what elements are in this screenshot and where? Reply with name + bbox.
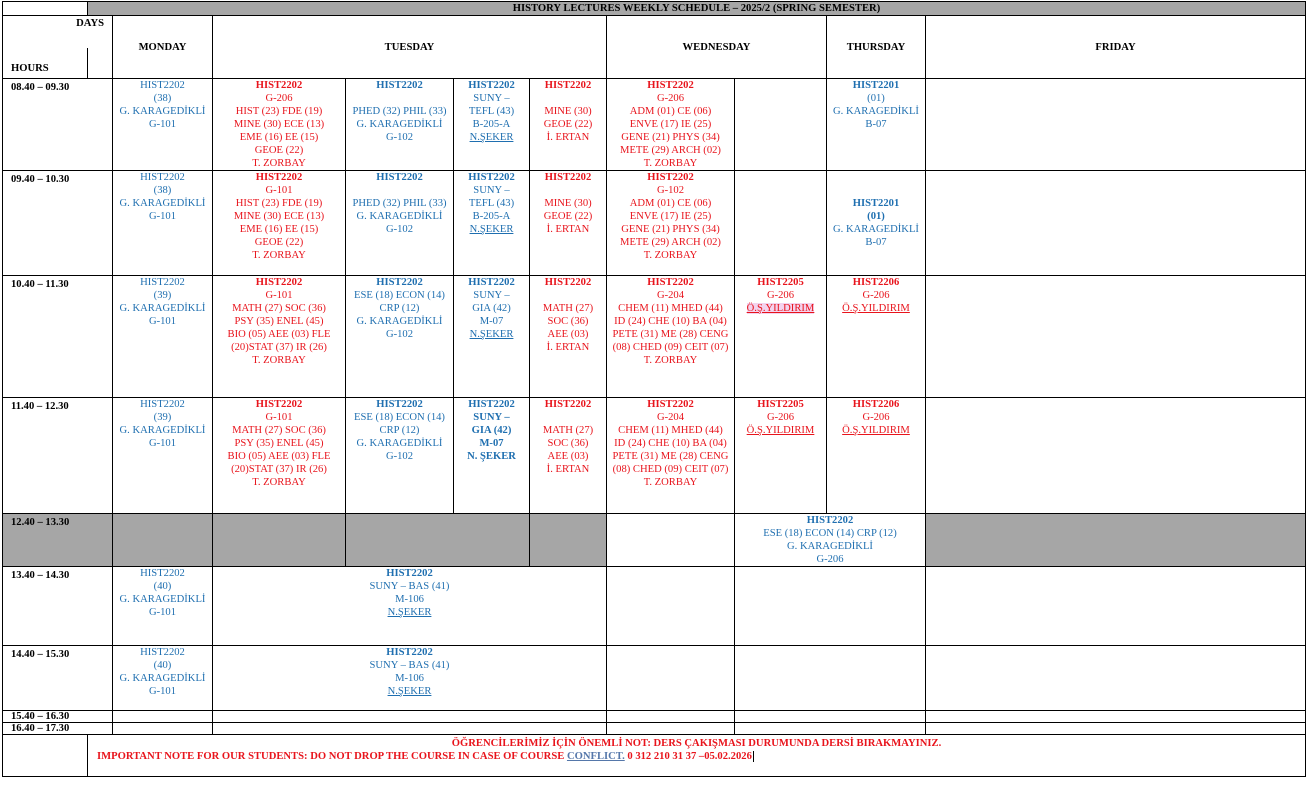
time-row-9	[3, 723, 1306, 735]
course-code: HIST2202	[376, 172, 423, 183]
section: (39)	[153, 290, 172, 301]
section: (39)	[153, 412, 172, 423]
departments: PHED (32) PHIL (33)	[352, 198, 447, 209]
course-code: HIST2201	[852, 80, 900, 91]
departments: MINE (30) ECE (13)	[233, 119, 325, 130]
departments: ID (24) CHE (10) BA (04) PETE (31) ME (28) CENG (08) CHED (09) CEIT (07)	[612, 438, 729, 475]
course-code: HIST2202	[255, 277, 303, 288]
departments: BIO (05) AEE (03) FLE (20)STAT (37) IR (26)	[227, 451, 331, 475]
program: SUNY –	[473, 93, 510, 104]
note-blank	[3, 735, 88, 777]
room: M-07	[479, 316, 504, 327]
room: G-101	[148, 119, 177, 130]
course-code: HIST2202	[386, 568, 433, 579]
room: G-206	[766, 290, 795, 301]
course-code: HIST2202	[140, 277, 185, 288]
instructor: G. KARAGEDİKLİ	[119, 425, 206, 436]
course-code: HIST2202	[806, 515, 854, 526]
instructor-link[interactable]: Ö.Ş.YILDIRIM	[746, 303, 815, 314]
departments: METE (29) ARCH (02)	[620, 237, 721, 248]
instructor: İ. ERTAN	[546, 132, 590, 143]
departments: MATH (27)	[542, 303, 594, 314]
instructor: N.ŞEKER	[387, 607, 432, 618]
slot-thu	[926, 723, 1306, 735]
slot-tue-4	[607, 646, 735, 711]
departments: MATH (27)	[542, 425, 594, 436]
section: (01)	[867, 211, 885, 222]
slot-tue-2	[346, 398, 454, 514]
schedule-table	[2, 1, 1306, 777]
time-label: 08.40 – 09.30	[3, 79, 113, 171]
course-code: HIST2202	[140, 172, 185, 183]
course-code: HIST2202	[376, 80, 423, 91]
instructor: İ. ERTAN	[546, 342, 590, 353]
slot-wed-1	[607, 398, 735, 514]
departments: MINE (30)	[544, 198, 592, 209]
room: G-102	[656, 185, 685, 196]
slot-wed	[735, 567, 926, 646]
room: G-206	[766, 412, 795, 423]
departments: GENE (21) PHYS (34)	[621, 224, 720, 235]
departments: GEOE (22)	[543, 119, 593, 130]
course-code: HIST2202	[544, 277, 592, 288]
slot-wed-1	[607, 171, 735, 276]
time-row-3	[3, 276, 1306, 398]
slot-fri	[926, 79, 1306, 171]
slot-mon	[113, 79, 213, 171]
title-blank	[3, 2, 88, 16]
instructor: G. KARAGEDİKLİ	[356, 438, 443, 449]
header-monday: MONDAY	[113, 16, 213, 79]
room: G-101	[148, 607, 177, 618]
instructor: İ. ERTAN	[546, 464, 590, 475]
instructor-link[interactable]: Ö.Ş.YILDIRIM	[842, 425, 910, 436]
departments: ADM (01) CE (06)	[629, 198, 712, 209]
room: G-101	[148, 438, 177, 449]
slot-tue-2	[346, 171, 454, 276]
time-label: 15.40 – 16.30	[3, 711, 113, 723]
slot-fri	[926, 398, 1306, 514]
slot-tue-4	[607, 711, 735, 723]
slot-tue-1	[213, 79, 346, 171]
program: SUNY –	[473, 290, 510, 301]
slot-mon	[113, 276, 213, 398]
departments: AEE (03)	[547, 329, 589, 340]
room: G-206	[862, 290, 890, 301]
instructor: N. ŞEKER	[467, 451, 516, 462]
course-code: HIST2205	[757, 399, 804, 410]
note-turkish: ÖĞRENCİLERİMİZ İÇİN ÖNEMLİ NOT: DERS ÇAKIŞMASI DURUMUNDA DERSİ BIRAKMAYINIZ.	[451, 738, 942, 749]
room: G-101	[148, 211, 177, 222]
section: (01)	[867, 93, 885, 104]
time-label: 14.40 – 15.30	[3, 646, 113, 711]
schedule-title: HISTORY LECTURES WEEKLY SCHEDULE – 2025/2 (SPRING SEMESTER)	[88, 2, 1306, 16]
course-code: HIST2202	[468, 277, 515, 288]
header-tuesday: TUESDAY	[213, 16, 607, 79]
departments: PHED (32) PHIL (33)	[352, 106, 447, 117]
note-conflict-word: CONFLICT.	[566, 751, 625, 762]
slot-tue-4	[530, 276, 607, 398]
slot-tue-1	[213, 171, 346, 276]
slot-tue-3	[530, 514, 607, 567]
room: M-106	[395, 673, 424, 684]
note-english	[88, 750, 1305, 763]
departments: PSY (35) ENEL (45)	[234, 438, 324, 449]
section: (40)	[153, 581, 172, 592]
header-thursday: THURSDAY	[827, 16, 926, 79]
instructor: N.ŞEKER	[469, 132, 514, 143]
room: G-102	[385, 132, 414, 143]
slot-mon	[113, 567, 213, 646]
slot-tue-2	[346, 514, 530, 567]
header-days-row	[3, 16, 1306, 48]
section: (38)	[153, 93, 172, 104]
section: GIA (42)	[471, 425, 512, 436]
slot-tue	[213, 646, 607, 711]
room: G-206	[656, 93, 685, 104]
section: GIA (42)	[472, 303, 511, 314]
departments: MINE (30) ECE (13)	[233, 211, 325, 222]
room: G-206	[265, 93, 293, 104]
departments: AEE (03)	[547, 451, 589, 462]
days-label: DAYS	[3, 16, 113, 48]
course-code: HIST2202	[140, 399, 185, 410]
slot-mon	[113, 711, 213, 723]
instructor: T. ZORBAY	[252, 158, 306, 169]
slot-tue-1	[213, 514, 346, 567]
departments: ADM (01) CE (06)	[629, 106, 712, 117]
instructor: N.ŞEKER	[469, 224, 514, 235]
slot-fri	[926, 171, 1306, 276]
slot-tue-3	[454, 79, 530, 171]
room: G-102	[385, 329, 414, 340]
hours-label: HOURS	[3, 48, 88, 79]
note-english-prefix: IMPORTANT NOTE FOR OUR STUDENTS: DO NOT DROP THE COURSE IN CASE OF COURSE	[97, 751, 567, 762]
instructor: G. KARAGEDİKLİ	[119, 303, 206, 314]
instructor: G. KARAGEDİKLİ	[119, 673, 206, 684]
instructor: T. ZORBAY	[643, 355, 698, 366]
corner-blank	[88, 48, 113, 79]
course-code: HIST2202	[647, 399, 694, 410]
departments: GENE (21) PHYS (34)	[621, 132, 720, 143]
departments: ENVE (17) IE (25)	[629, 211, 712, 222]
text-cursor	[753, 751, 754, 762]
room: G-101	[265, 185, 293, 196]
slot-tue-4	[607, 723, 735, 735]
departments: ESE (18) ECON (14) CRP (12)	[354, 412, 445, 436]
instructor: G. KARAGEDİKLİ	[119, 106, 206, 117]
departments: GEOE (22)	[254, 237, 304, 248]
slot-fri	[926, 276, 1306, 398]
slot-wed	[735, 646, 926, 711]
slot-tue	[213, 723, 607, 735]
departments: PSY (35) ENEL (45)	[234, 316, 324, 327]
course-code: HIST2202	[544, 172, 592, 183]
course-code: HIST2206	[852, 399, 900, 410]
course-code: HIST2206	[852, 277, 900, 288]
departments: GEOE (22)	[543, 211, 593, 222]
slot-wed	[735, 711, 926, 723]
program: SUNY –	[473, 185, 510, 196]
program: SUNY –	[473, 412, 510, 423]
room: G-206	[862, 412, 890, 423]
slot-thu	[926, 711, 1306, 723]
course-code: HIST2202	[140, 568, 185, 579]
course-code: HIST2202	[376, 399, 423, 410]
note-row	[3, 735, 1306, 777]
section: TEFL (43)	[468, 106, 515, 117]
slot-wed	[735, 723, 926, 735]
instructor: G. KARAGEDİKLİ	[356, 316, 443, 327]
slot-wed-2	[735, 171, 827, 276]
departments: ID (24) CHE (10) BA (04) PETE (31) ME (28) CENG (08) CHED (09) CEIT (07)	[612, 316, 729, 353]
slot-thu	[926, 567, 1306, 646]
room: G-206	[816, 554, 844, 565]
instructor: G. KARAGEDİKLİ	[119, 198, 206, 209]
room: G-101	[148, 686, 177, 697]
program: SUNY – BAS (41)	[369, 660, 450, 671]
slot-wed-2	[735, 79, 827, 171]
room: B-205-A	[472, 119, 511, 130]
title-row	[3, 2, 1306, 16]
slot-tue-4	[607, 514, 735, 567]
slot-tue-3	[454, 276, 530, 398]
departments: ENVE (17) IE (25)	[629, 119, 712, 130]
course-code: HIST2202	[468, 172, 515, 183]
course-code: HIST2202	[468, 399, 515, 410]
course-code: HIST2205	[757, 277, 804, 288]
slot-tue	[213, 567, 607, 646]
important-note	[88, 735, 1306, 777]
instructor: T. ZORBAY	[643, 158, 698, 169]
departments: SOC (36)	[547, 438, 589, 449]
slot-tue-4	[530, 398, 607, 514]
room: G-102	[385, 224, 414, 235]
course-code: HIST2202	[647, 172, 694, 183]
slot-mon	[113, 398, 213, 514]
course-code: HIST2202	[544, 399, 592, 410]
slot-wed-1	[607, 79, 735, 171]
instructor: T. ZORBAY	[252, 355, 306, 366]
slot-wed	[735, 514, 926, 567]
course-code: HIST2202	[468, 80, 515, 91]
time-row-5	[3, 514, 1306, 567]
room: G-204	[656, 412, 685, 423]
time-row-7	[3, 646, 1306, 711]
slot-mon	[113, 646, 213, 711]
instructor-link[interactable]: Ö.Ş.YILDIRIM	[842, 303, 910, 314]
instructor: N.ŞEKER	[387, 686, 432, 697]
departments: ESE (18) ECON (14) CRP (12)	[763, 528, 897, 539]
instructor: T. ZORBAY	[252, 250, 306, 261]
departments: MINE (30)	[544, 106, 592, 117]
time-row-4	[3, 398, 1306, 514]
room: G-101	[148, 316, 177, 327]
room: M-07	[479, 438, 504, 449]
departments: HIST (23) FDE (19)	[235, 106, 323, 117]
departments: EME (16) EE (15)	[239, 224, 319, 235]
course-code: HIST2202	[386, 647, 433, 658]
instructor: T. ZORBAY	[643, 477, 698, 488]
slot-mon	[113, 723, 213, 735]
course-code: HIST2201	[852, 198, 900, 209]
course-code: HIST2202	[255, 80, 303, 91]
slot-tue-2	[346, 276, 454, 398]
room: G-101	[265, 412, 293, 423]
room: G-101	[265, 290, 293, 301]
time-row-6	[3, 567, 1306, 646]
slot-mon	[113, 171, 213, 276]
departments: MATH (27) SOC (36)	[232, 425, 326, 436]
course-code: HIST2202	[140, 80, 185, 91]
time-row-1	[3, 79, 1306, 171]
room: B-205-A	[472, 211, 511, 222]
header-wednesday: WEDNESDAY	[607, 16, 827, 79]
slot-tue	[213, 711, 607, 723]
course-code: HIST2202	[255, 172, 303, 183]
slot-thu	[926, 514, 1306, 567]
departments: SOC (36)	[547, 316, 589, 327]
time-row-2	[3, 171, 1306, 276]
instructor: G. KARAGEDİKLİ	[119, 594, 206, 605]
course-code: HIST2202	[647, 80, 694, 91]
departments: CHEM (11) MHED (44)	[618, 425, 723, 436]
departments: EME (16) EE (15)	[239, 132, 319, 143]
departments: GEOE (22)	[254, 145, 304, 156]
instructor: G. KARAGEDİKLİ	[833, 224, 919, 235]
departments: ESE (18) ECON (14) CRP (12)	[354, 290, 445, 314]
slot-tue-4	[530, 79, 607, 171]
time-label: 09.40 – 10.30	[3, 171, 113, 276]
time-label: 12.40 – 13.30	[3, 514, 113, 567]
course-code: HIST2202	[140, 647, 185, 658]
time-label: 16.40 – 17.30	[3, 723, 113, 735]
slot-tue-1	[213, 398, 346, 514]
slot-tue-4	[607, 567, 735, 646]
room: M-106	[395, 594, 424, 605]
time-label: 11.40 – 12.30	[3, 398, 113, 514]
time-label: 13.40 – 14.30	[3, 567, 113, 646]
room: G-102	[385, 451, 414, 462]
course-code: HIST2202	[544, 80, 592, 91]
section: (40)	[153, 660, 172, 671]
slot-mon	[113, 514, 213, 567]
slot-tue-3	[454, 171, 530, 276]
slot-wed-2	[735, 398, 827, 514]
instructor-link[interactable]: Ö.Ş.YILDIRIM	[746, 425, 815, 436]
program: SUNY – BAS (41)	[369, 581, 450, 592]
room: B-07	[865, 119, 887, 130]
slot-thu	[926, 646, 1306, 711]
note-english-suffix: 0 312 210 31 37 –05.02.2026	[624, 751, 752, 762]
slot-tue-3	[454, 398, 530, 514]
slot-wed-1	[607, 276, 735, 398]
departments: CHEM (11) MHED (44)	[618, 303, 723, 314]
instructor: G. KARAGEDİKLİ	[833, 106, 919, 117]
slot-thu	[827, 79, 926, 171]
instructor: N.ŞEKER	[469, 329, 514, 340]
header-friday: FRIDAY	[926, 16, 1306, 79]
slot-tue-1	[213, 276, 346, 398]
slot-thu	[827, 276, 926, 398]
section: TEFL (43)	[468, 198, 515, 209]
slot-wed-2	[735, 276, 827, 398]
instructor: T. ZORBAY	[252, 477, 306, 488]
slot-tue-4	[530, 171, 607, 276]
room: B-07	[865, 237, 887, 248]
instructor: T. ZORBAY	[643, 250, 698, 261]
instructor: G. KARAGEDİKLİ	[356, 119, 443, 130]
slot-thu	[827, 398, 926, 514]
departments: METE (29) ARCH (02)	[620, 145, 721, 156]
course-code: HIST2202	[376, 277, 423, 288]
course-code: HIST2202	[647, 277, 694, 288]
course-code: HIST2202	[255, 399, 303, 410]
instructor: İ. ERTAN	[546, 224, 590, 235]
slot-thu	[827, 171, 926, 276]
departments: MATH (27) SOC (36)	[232, 303, 326, 314]
time-label: 10.40 – 11.30	[3, 276, 113, 398]
instructor: G. KARAGEDİKLİ	[356, 211, 443, 222]
section: (38)	[153, 185, 172, 196]
instructor: G. KARAGEDİKLİ	[787, 541, 873, 552]
departments: HIST (23) FDE (19)	[235, 198, 323, 209]
room: G-204	[656, 290, 685, 301]
time-row-8	[3, 711, 1306, 723]
slot-tue-2	[346, 79, 454, 171]
departments: BIO (05) AEE (03) FLE (20)STAT (37) IR (26)	[227, 329, 331, 353]
